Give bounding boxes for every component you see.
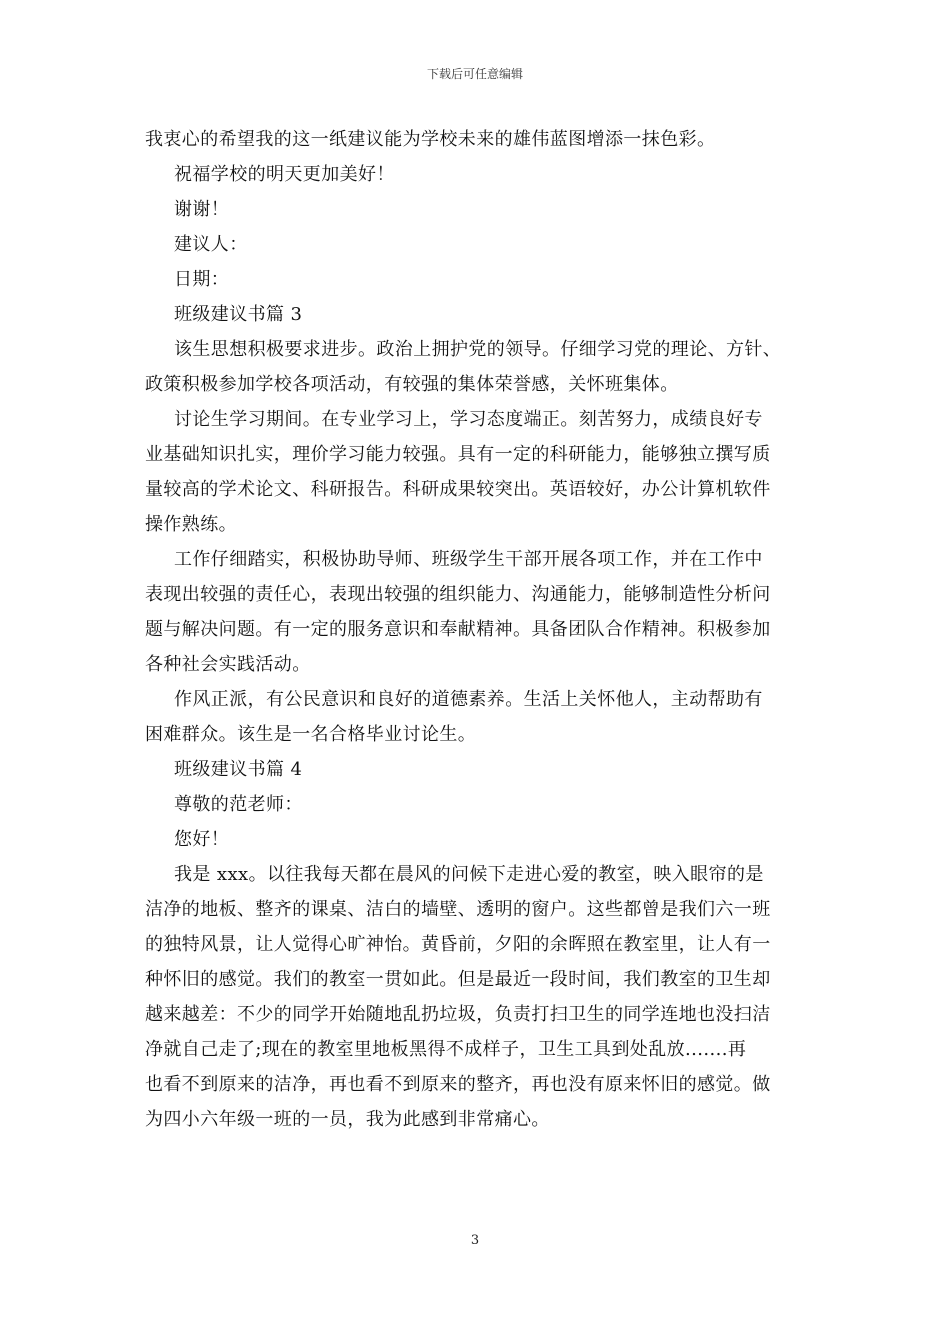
text-line: 各种社会实践活动。	[145, 654, 311, 675]
text-line: 我衷心的希望我的这一纸建议能为学校未来的雄伟蓝图增添一抹色彩。	[145, 129, 716, 150]
text-line: 讨论生学习期间。在专业学习上，学习态度端正。刻苦努力，成绩良好专	[174, 409, 763, 430]
text-line: 我是 xxx。以往我每天都在晨风的问候下走进心爱的教室，映入眼帘的是	[174, 864, 764, 885]
text-line: 为四小六年级一班的一员，我为此感到非常痛心。	[145, 1109, 550, 1130]
text-line: 祝福学校的明天更加美好！	[174, 164, 395, 185]
text-line: 业基础知识扎实，理价学习能力较强。具有一定的科研能力，能够独立撰写质	[145, 444, 771, 465]
text-line: 种怀旧的感觉。我们的教室一贯如此。但是最近一段时间，我们教室的卫生却	[145, 969, 771, 990]
text-line: 建议人：	[174, 234, 248, 255]
text-line: 困难群众。该生是一名合格毕业讨论生。	[145, 724, 477, 745]
greeting: 您好！	[174, 829, 230, 850]
salutation: 尊敬的范老师：	[174, 794, 303, 815]
text-line: 操作熟练。	[145, 514, 237, 535]
document-body	[145, 122, 825, 1137]
section-title: 班级建议书篇 4	[174, 759, 303, 780]
text-line: 量较高的学术论文、科研报告。科研成果较突出。英语较好，办公计算机软件	[145, 479, 771, 500]
text-line: 日期：	[174, 269, 230, 290]
text-line: 越来越差：不少的同学开始随地乱扔垃圾，负责打扫卫生的同学连地也没扫洁	[145, 1004, 771, 1025]
page-number: 3	[470, 1233, 480, 1248]
section-title: 班级建议书篇 3	[174, 304, 303, 325]
text-line: 政策积极参加学校各项活动，有较强的集体荣誉感，关怀班集体。	[145, 374, 679, 395]
text-line: 作风正派，有公民意识和良好的道德素养。生活上关怀他人，主动帮助有	[174, 689, 763, 710]
text-line: 该生思想积极要求进步。政治上拥护党的领导。仔细学习党的理论、方针、	[174, 339, 782, 360]
text-line: 谢谢！	[174, 199, 230, 220]
text-line: 题与解决问题。有一定的服务意识和奉献精神。具备团队合作精神。积极参加	[145, 619, 771, 640]
text-line: 净就自己走了;现在的教室里地板黑得不成样子，卫生工具到处乱放.......再	[145, 1039, 747, 1060]
text-line: 工作仔细踏实，积极协助导师、班级学生干部开展各项工作，并在工作中	[174, 549, 763, 570]
page-header: 下载后可任意编辑	[426, 67, 523, 81]
text-line: 的独特风景，让人觉得心旷神怡。黄昏前，夕阳的余晖照在教室里，让人有一	[145, 934, 771, 955]
text-line: 洁净的地板、整齐的课桌、洁白的墙壁、透明的窗户。这些都曾是我们六一班	[145, 899, 771, 920]
text-line: 表现出较强的责任心，表现出较强的组织能力、沟通能力，能够制造性分析问	[145, 584, 771, 605]
text-line: 也看不到原来的洁净，再也看不到原来的整齐，再也没有原来怀旧的感觉。做	[145, 1074, 771, 1095]
